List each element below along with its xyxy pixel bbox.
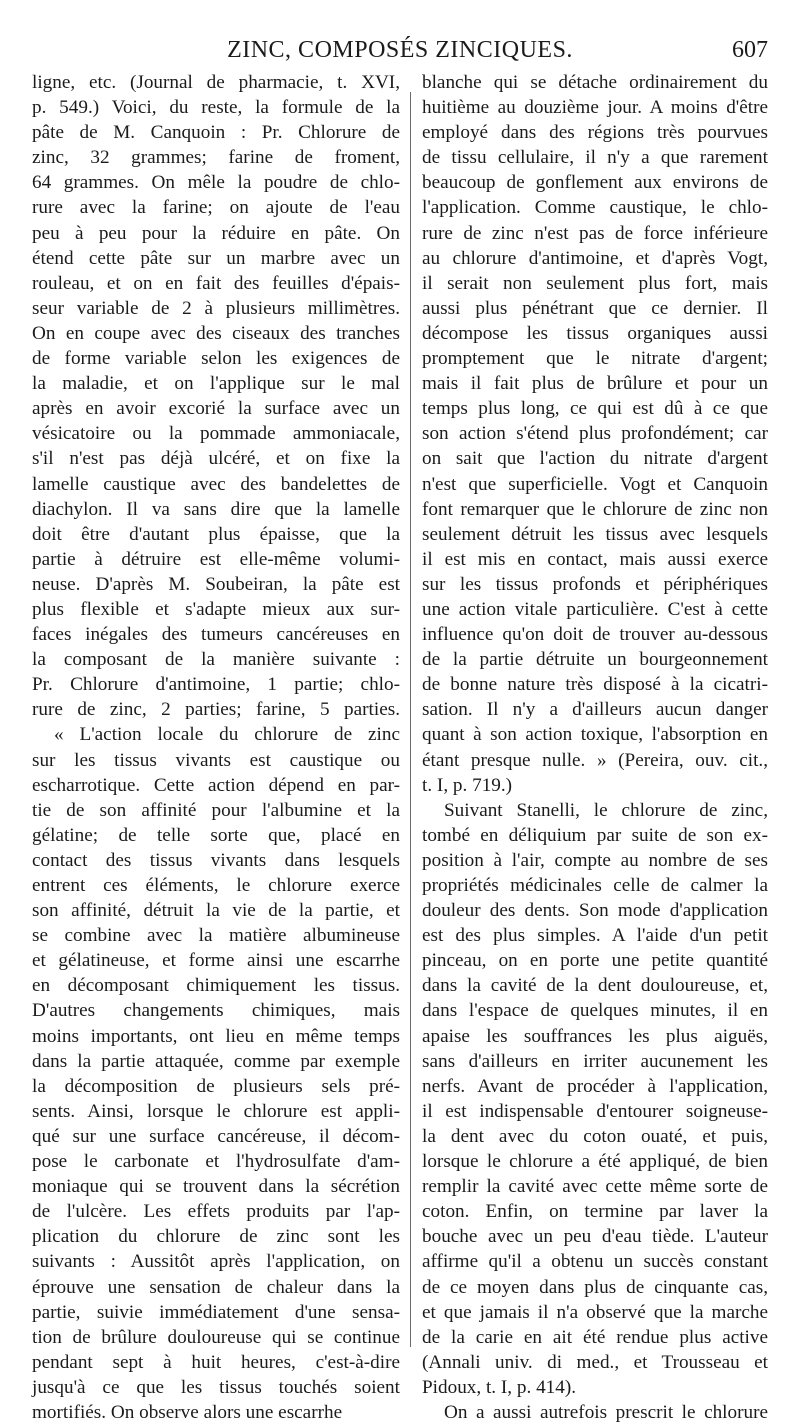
text-line: peu à peu pour la réduire en pâte. On [32,222,400,244]
text-line: pendant sept à huit heures, c'est-à-dire [32,1351,400,1373]
text-line: se combine avec la matière albumineuse [32,925,400,947]
text-line: ligne, etc. (Journal de pharmacie, t. XVI, [32,72,400,93]
text-line: affirme qu'il a obtenu un succès constant [422,1251,768,1273]
text-line: « L'action locale du chlorure de zinc [54,724,400,746]
text-line: On a aussi autrefois prescrit le chlorure [444,1401,768,1423]
text-line: s'il n'est pas déjà ulcéré, et on fixe la [32,448,400,470]
text-line: une action vitale particulière. C'est à cette [422,598,768,620]
text-line: dans la cavité de la dent douloureuse, et, [422,975,768,997]
text-line: son action s'étend plus profondément; car [422,423,768,445]
text-line: moniaque qui se trouvent dans la sécrétion [32,1176,400,1198]
text-line: nerfs. Avant de procéder à l'application, [422,1075,768,1097]
text-line: de forme variable selon les exigences de [32,348,400,370]
right-column [422,70,768,1425]
running-head [32,36,768,70]
text-line: de la carie en ait été rendue plus active [422,1326,768,1348]
text-line: On en coupe avec des ciseaux des tranches [32,322,400,344]
text-line: 64 grammes. On mêle la poudre de chlo- [32,172,400,194]
text-line: il serait non seulement plus fort, mais [422,272,768,294]
text-line: la maladie, et on l'applique sur le mal [32,373,400,395]
text-line: rure de zinc n'est pas de force inférieure [422,222,768,244]
text-line: dans l'espace de quelques minutes, il en [422,1000,768,1022]
text-line: douleur des dents. Son mode d'application [422,900,768,922]
text-line: sents. Ainsi, lorsque le chlorure est appli- [32,1100,400,1122]
text-line: Suivant Stanelli, le chlorure de zinc, [444,799,768,821]
text-line: et gélatineuse, et forme ainsi une escarrhe [32,950,400,972]
text-line: gélatine; de telle sorte que, placé en [32,824,400,846]
text-line: il est indispensable d'entourer soigneuse- [422,1100,768,1122]
text-line: éprouve une sensation de chaleur dans la [32,1276,400,1298]
text-line: faces inégales des tumeurs cancéreuses en [32,624,400,646]
text-line: en décomposant chimiquement les tissus. [32,975,400,997]
text-line: étant presque nulle. » (Pereira, ouv. cit., [422,749,768,771]
text-line: (Annali univ. di med., et Trousseau et [422,1351,768,1373]
text-line: position à l'air, compte au nombre de ses [422,849,768,871]
text-line: contact des tissus vivants dans lesquels [32,849,400,871]
text-line: propriétés médicinales celle de calmer la [422,875,768,896]
text-line: n'est que superficielle. Vogt et Canquoin [422,473,768,495]
text-line: après en avoir excorié la surface avec un [32,398,400,420]
text-line: pinceau, on en porte une petite quantité [422,950,768,972]
text-line: de tissu cellulaire, il n'y a que rarement [422,147,768,169]
text-line: neuse. D'après M. Soubeiran, la pâte est [32,573,400,595]
text-line: influence qu'on doit de trouver au-dessous [422,624,768,646]
text-line: escharrotique. Cette action dépend en par- [32,774,400,796]
text-line: de bonne nature très disposé à la cicatri- [422,674,768,696]
text-line: et que jamais il n'a observé que la marche [422,1301,768,1323]
text-line: rouleau, et on en fait des feuilles d'épais- [32,272,400,294]
text-line: de la partie détruite un bourgeonnement [422,649,768,671]
text-line: aussi plus pénétrant que ce dernier. Il [422,297,768,319]
text-line: apaise les souffrances les plus aiguës, [422,1025,768,1047]
text-line: temps plus long, ce qui est dû à ce que [422,398,768,420]
text-line: huitième au douzième jour. A moins d'être [422,97,768,119]
text-line: sur les tissus vivants est caustique ou [32,749,400,771]
text-line: quant à son action toxique, l'absorption en [422,724,768,746]
text-line: vésicatoire ou la pommade ammoniacale, [32,423,400,445]
text-line: font remarquer que le chlorure de zinc non [422,498,768,520]
text-line: sans d'ailleurs en irriter aucunement les [422,1050,768,1072]
text-line: est des plus simples. A l'aide d'un petit [422,925,768,947]
text-line: la décomposition de plusieurs sels pré- [32,1075,400,1097]
text-line: décompose les tissus organiques aussi [422,322,768,344]
text-line: son affinité, détruit la vie de la partie, et [32,900,400,922]
text-line: lamelle caustique avec des bandelettes de [32,473,400,495]
text-line: doit être d'autant plus épaisse, que la [32,523,400,545]
text-line: zinc, 32 grammes; farine de froment, [32,147,400,169]
text-line: Pidoux, t. I, p. 414). [422,1376,577,1398]
text-line: moins importants, ont lieu en même temps [32,1025,400,1047]
text-line: p. 549.) Voici, du reste, la formule de la [32,97,400,119]
text-line: l'application. Comme caustique, le chlo- [422,197,768,219]
left-column [32,70,400,1425]
column-divider [410,92,411,1347]
text-line: la composant de la manière suivante : [32,649,400,671]
text-line: la dent avec du coton ouaté, et puis, [422,1125,768,1147]
text-line: mais il fait plus de brûlure et pour un [422,373,768,395]
text-line: seur variable de 2 à plusieurs millimètres. [32,297,400,319]
text-line: coton. Enfin, on termine par laver la [422,1201,768,1223]
text-line: lorsque le chlorure a été appliqué, de bien [422,1151,768,1173]
text-line: plus flexible et s'adapte mieux aux sur- [32,598,400,620]
text-line: t. I, p. 719.) [422,774,513,796]
text-line: on sait que l'action du nitrate d'argent [422,448,768,470]
text-line: sation. Il n'y a d'ailleurs aucun danger [422,699,768,721]
text-line: remplir la cavité avec cette même sorte de [422,1176,768,1198]
text-line: pâte de M. Canquoin : Pr. Chlorure de [32,122,400,144]
text-line: de l'ulcère. Les effets produits par l'ap- [32,1201,400,1223]
text-line: jusqu'à ce que les tissus touchés soient [32,1376,400,1398]
text-line: rure de zinc, 2 parties; farine, 5 parties. [32,699,400,721]
text-line: mortifiés. On observe alors une escarrhe [32,1401,343,1423]
text-line: tombé en déliquium par suite de son ex- [422,824,768,846]
text-line: blanche qui se détache ordinairement du [422,72,768,93]
text-line: pose le carbonate et l'hydrosulfate d'am- [32,1151,400,1173]
text-line: D'autres changements chimiques, mais [32,1000,400,1022]
text-line: de ce moyen dans plus de cinquante cas, [422,1276,768,1298]
text-line: au chlorure d'antimoine, et d'après Vogt, [422,247,768,269]
text-line: plication du chlorure de zinc sont les [32,1226,400,1248]
page-title: ZINC, COMPOSÉS ZINCIQUES. [227,37,573,63]
page-number: 607 [732,37,768,63]
text-line: beaucoup de gonflement aux environs de [422,172,768,194]
text-line: sur les tissus profonds et périphériques [422,573,768,595]
text-line: tion de brûlure douloureuse qui se continue [32,1326,400,1348]
text-line: dans la partie attaquée, comme par exemple [32,1050,400,1072]
text-line: employé dans des régions très pourvues [422,122,768,144]
text-line: rure avec la farine; on ajoute de l'eau [32,197,400,219]
text-line: il est mis en contact, mais aussi exerce [422,548,768,570]
text-line: Pr. Chlorure d'antimoine, 1 partie; chlo- [32,674,400,696]
text-line: diachylon. Il va sans dire que la lamelle [32,498,400,520]
text-line: entrent ces éléments, le chlorure exerce [32,875,400,896]
text-line: qué sur une surface cancéreuse, il décom- [32,1125,400,1147]
text-line: promptement que le nitrate d'argent; [422,348,768,370]
text-line: bouche avec un peu d'eau tiède. L'auteur [422,1226,768,1248]
text-line: étend cette pâte sur un marbre avec un [32,247,400,269]
text-line: seulement détruit les tissus avec lesquels [422,523,768,545]
text-line: partie, suivie immédiatement d'une sensa- [32,1301,400,1323]
text-line: suivants : Aussitôt après l'application, on [32,1251,400,1273]
text-line: partie à détruire est elle-même volumi- [32,548,400,570]
text-line: tie de son affinité pour l'albumine et la [32,799,400,821]
